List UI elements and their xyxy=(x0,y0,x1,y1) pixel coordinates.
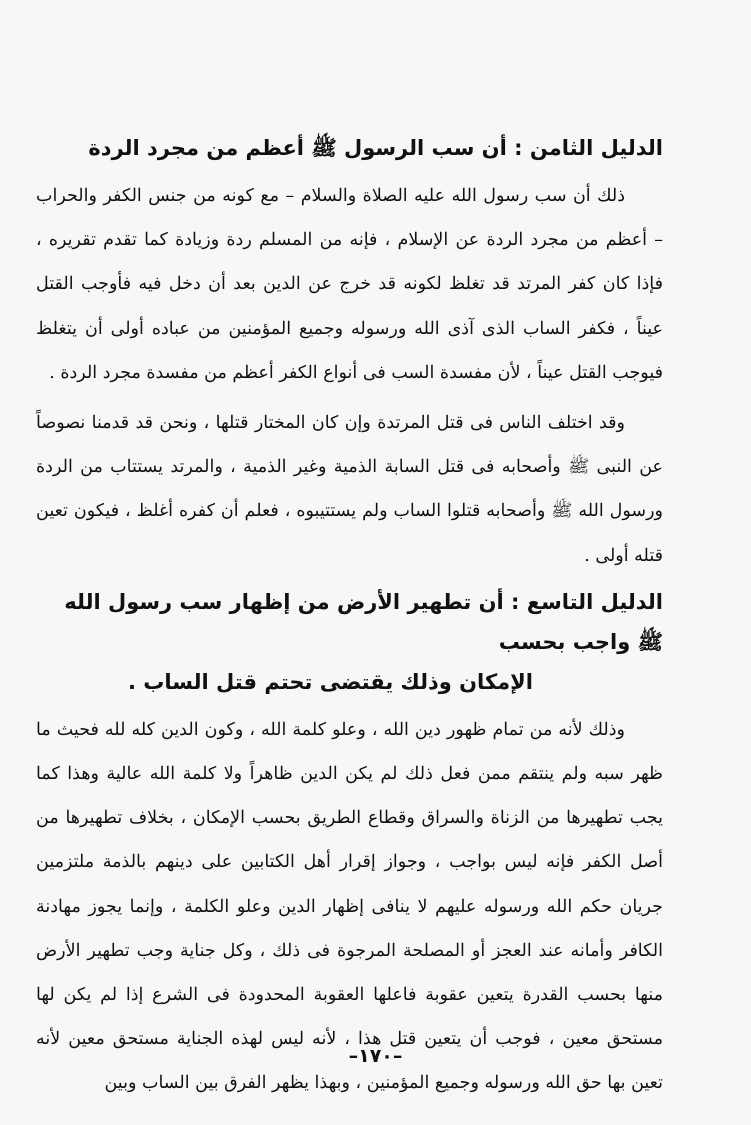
page-body xyxy=(36,128,663,1106)
section-8-paragraph-1: ذلك أن سب رسول الله عليه الصلاة والسلام – مع كونه من جنس الكفر والحراب – أعظم من مجرد الردة عن الإسلام ، فإنه من المسلم ردة وزيادة كما تقدم تقريره ، فإذا كان كفر المرتد قد تغلظ لكونه قد خرج عن الدين بعد أن دخل فيه فأوجب القتل عيناً ، فكفر الساب الذى آذى الله ورسوله وجميع المؤمنين من عباده أولى أن يتغلظ فيوجب القتل عيناً ، لأن مفسدة السب فى أنواع الكفر أعظم من مفسدة مجرد الردة . xyxy=(36,186,663,383)
page-number: –١٧٠– xyxy=(348,1045,403,1067)
section-9-heading xyxy=(36,582,663,702)
section-8-paragraph-2: وقد اختلف الناس فى قتل المرتدة وإن كان المختار قتلها ، ونحن قد قدمنا نصوصاً عن النبى ﷺ وأصحابه فى قتل السابة الذمية وغير الذمية ، والمرتد يستتاب من الردة ورسول الله ﷺ وأصحابه قتلوا الساب ولم يستتيبوه ، فعلم أن كفره أغلظ ، فيكون تعين قتله أولى . xyxy=(36,413,663,566)
section-8-heading: الدليل الثامن : أن سب الرسول ﷺ أعظم من مجرد الردة xyxy=(88,136,663,160)
section-9-paragraph-1: وذلك لأنه من تمام ظهور دين الله ، وعلو كلمة الله ، وكون الدين كله لله فحيث ما ظهر سبه ولم ينتقم ممن فعل ذلك لم يكن الدين ظاهراً ولا كلمة الله عالية وهذا كما يجب تطهيرها من الزناة والسراق وقطاع الطريق بحسب الإمكان ، بخلاف تطهيرها من أصل الكفر فإنه ليس بواجب ، وجواز إقرار أهل الكتابين على دينهم بالذمة ملتزمين جريان حكم الله ورسوله عليهم لا ينافى إظهار الدين وعلو الكلمة ، وإنما يجوز مهادنة الكافر وأمانه عند العجز أو المصلحة المرجوة فى ذلك ، وكل جناية وجب تطهير الأرض منها بحسب القدرة يتعين عقوبة فاعلها العقوبة المحدودة فى الشرع إذا لم يكن لها مستحق معين ، فوجب أن يتعين قتل هذا ، لأنه ليس لهذه الجناية مستحق معين لأنه تعين بها حق الله ورسوله وجميع المؤمنين ، وبهذا يظهر الفرق بين الساب وبين xyxy=(36,719,663,1094)
section-9-heading-line-2: الإمكان وذلك يقتضى تحتم قتل الساب . xyxy=(127,669,533,694)
section-9-heading-line-1: الدليل التاسع : أن تطهير الأرض من إظهار سب رسول الله ﷺ واجب بحسب xyxy=(64,589,663,654)
